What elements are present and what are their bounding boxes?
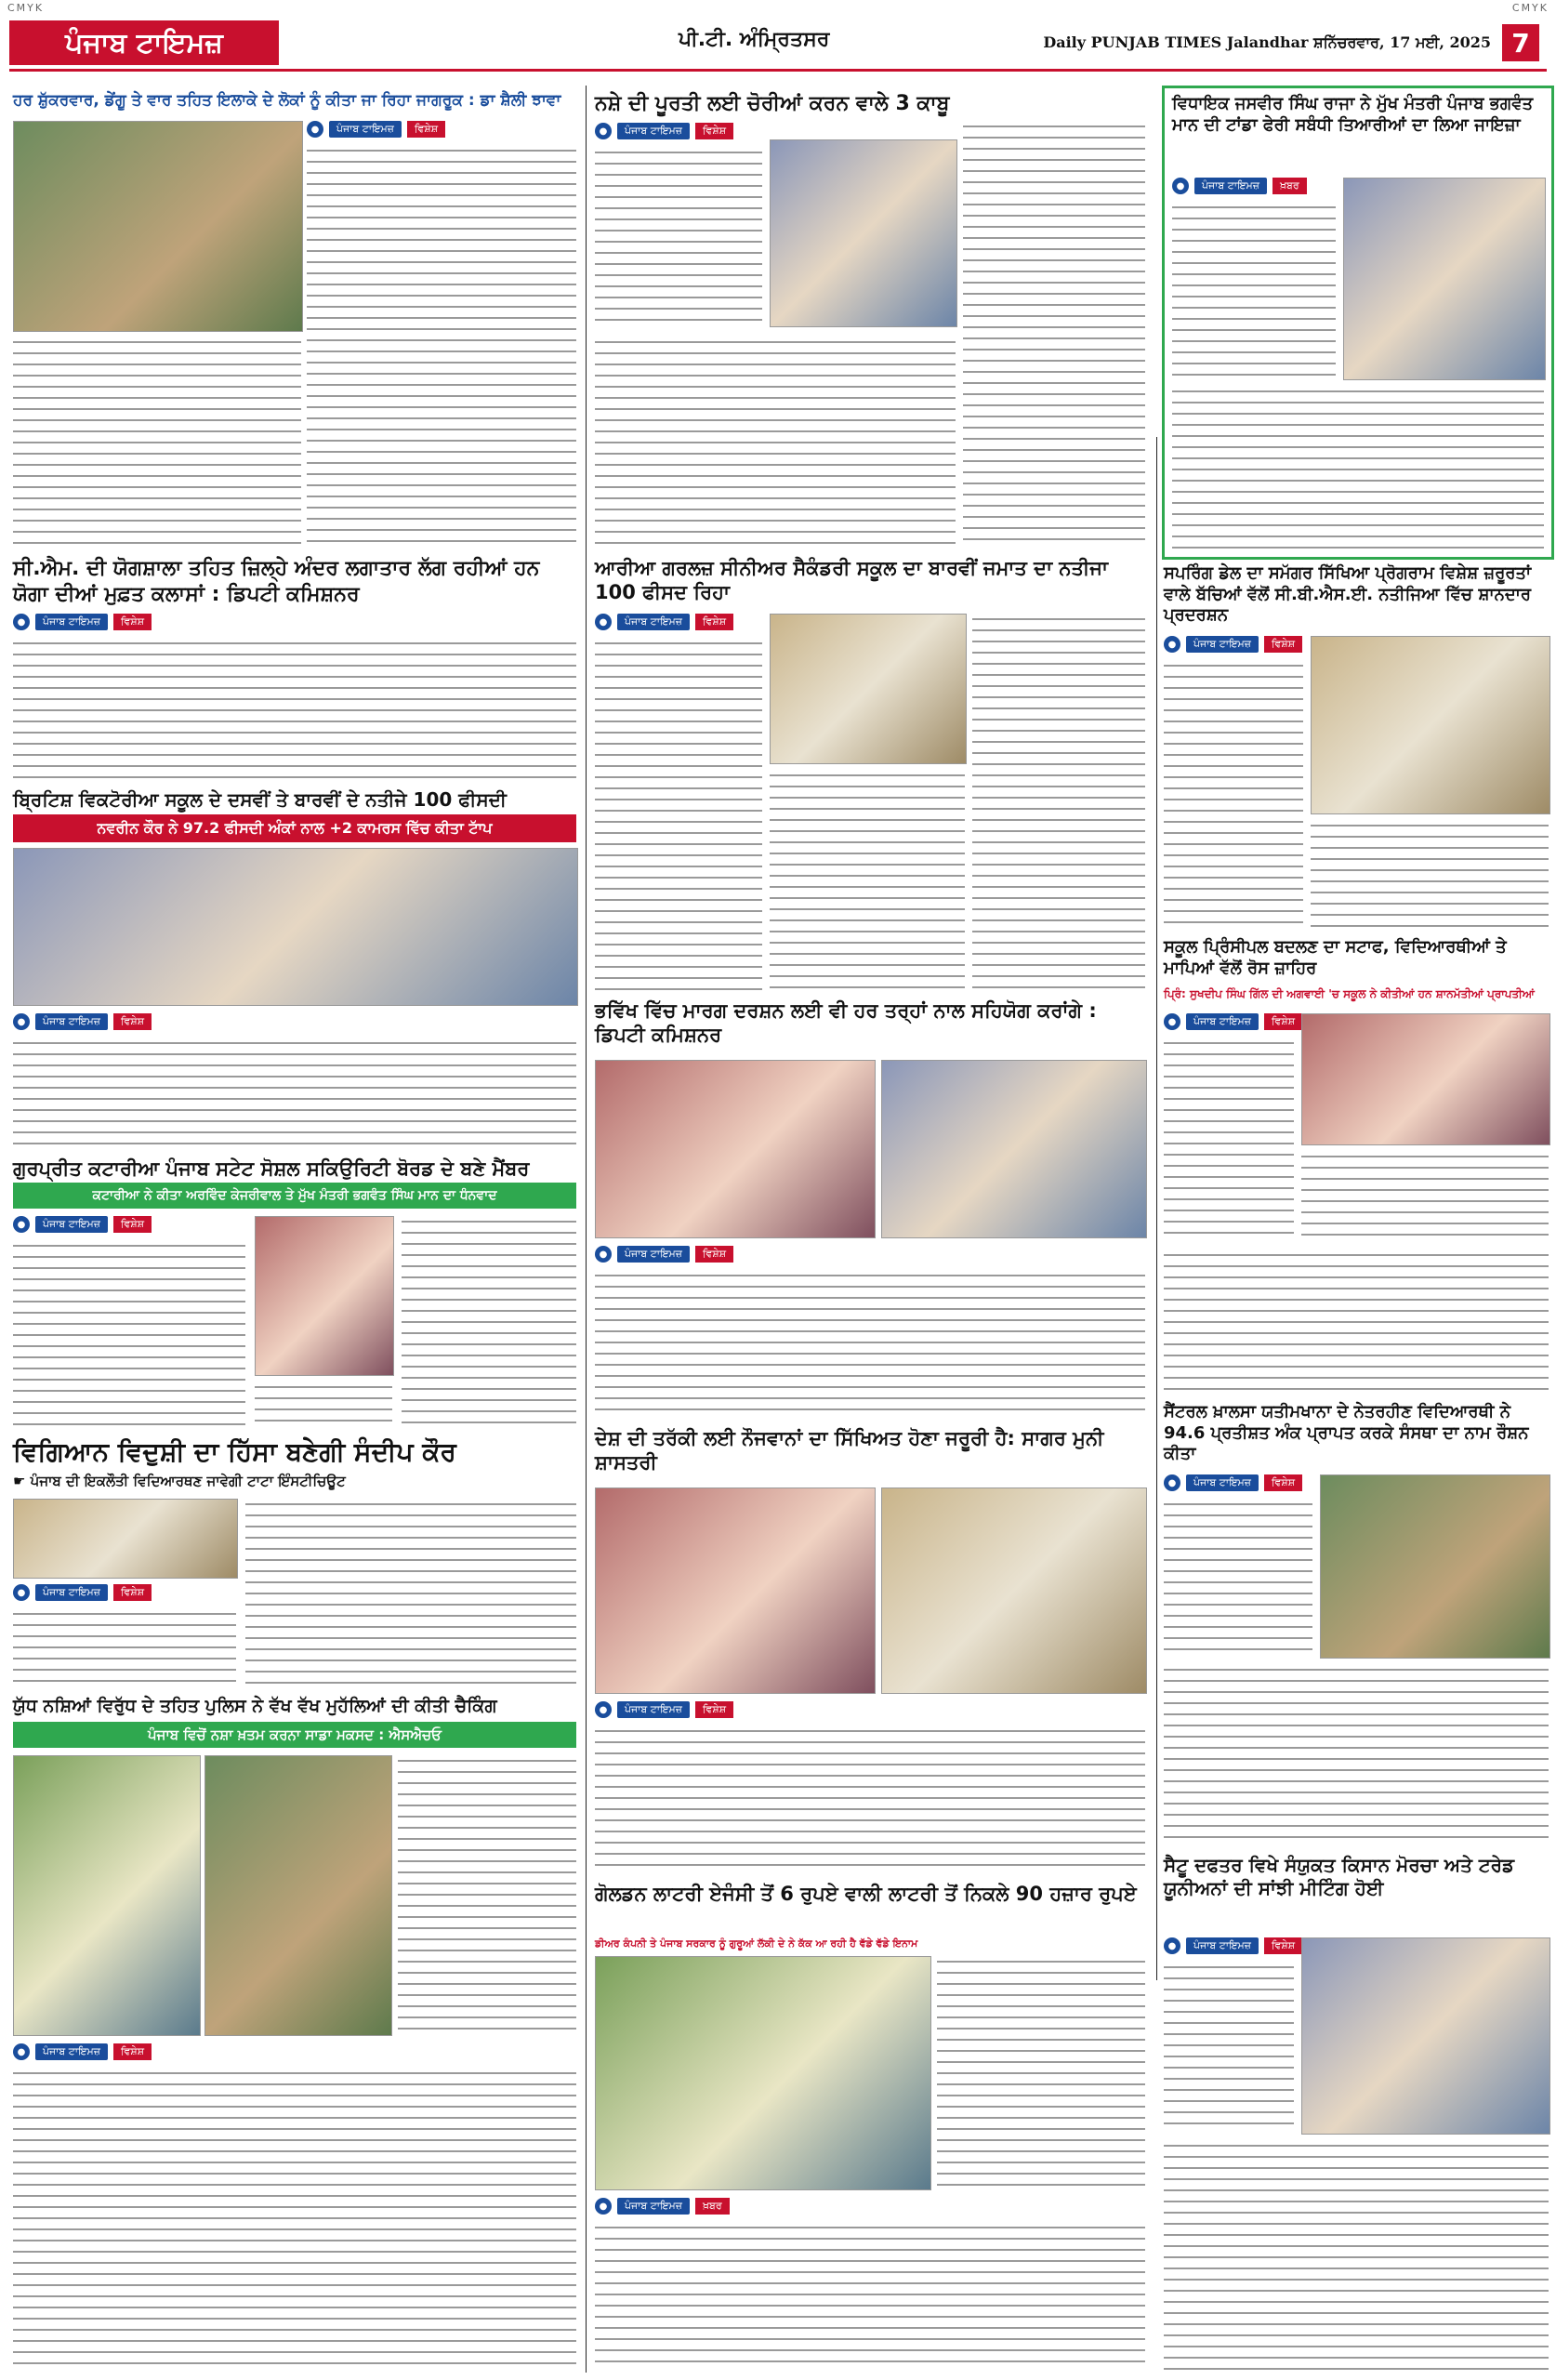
punjab-times-drop-icon: ● bbox=[13, 1584, 30, 1601]
punjab-times-drop-icon: ● bbox=[13, 2043, 30, 2060]
article-body-text bbox=[595, 1270, 1145, 1419]
news-tag: ਖ਼ਬਰ bbox=[695, 2198, 730, 2215]
photo-protest-parents bbox=[1301, 1013, 1550, 1145]
punjab-times-drop-icon: ● bbox=[1164, 1474, 1180, 1491]
registration-mark-right: CMYK bbox=[1511, 2, 1549, 14]
article-body-text bbox=[770, 770, 965, 991]
newspaper-logo: ਪੰਜਾਬ ਟਾਇਮਜ਼ bbox=[9, 20, 279, 65]
article-body-text bbox=[963, 121, 1145, 545]
boxed-article bbox=[1162, 86, 1554, 560]
punjab-times-drop-icon: ● bbox=[13, 1013, 30, 1030]
brand-tag: ਪੰਜਾਬ ਟਾਇਮਜ਼ bbox=[617, 1701, 690, 1718]
article-body-text bbox=[1172, 202, 1336, 378]
special-tag: ਵਿਸ਼ੇਸ਼ bbox=[407, 121, 445, 138]
special-tag: ਵਿਸ਼ੇਸ਼ bbox=[113, 1584, 152, 1601]
headline-principal-protest: ਸਕੂਲ ਪ੍ਰਿੰਸੀਪਲ ਬਦਲਣ ਦਾ ਸਟਾਫ, ਵਿਦਿਆਰਥੀਆਂ ਤੇ ਮਾਪਿਆਂ ਵੱਲੋਂ ਰੋਸ ਜ਼ਾਹਿਰ bbox=[1164, 937, 1507, 978]
article-body-text bbox=[1164, 2140, 1549, 2371]
headline-police-checking: ਯੁੱਧ ਨਸ਼ਿਆਂ ਵਿਰੁੱਧ ਦੇ ਤਹਿਤ ਪੁਲਿਸ ਨੇ ਵੱਖ ਵੱਖ ਮੁਹੱਲਿਆਂ ਦੀ ਕੀਤੀ ਚੈਕਿੰਗ bbox=[13, 1696, 497, 1716]
article-body-text bbox=[595, 1726, 1145, 1874]
page-number: 7 bbox=[1502, 24, 1539, 61]
article-body-text bbox=[1164, 1499, 1312, 1657]
article-tag bbox=[13, 2043, 152, 2060]
article-body-text bbox=[937, 1956, 1145, 2188]
brand-tag: ਪੰਜਾਬ ਟਾਇਮਜ਼ bbox=[1186, 1474, 1259, 1491]
headline-arya-girls-school: ਆਰੀਆ ਗਰਲਜ਼ ਸੀਨੀਅਰ ਸੈਕੰਡਰੀ ਸਕੂਲ ਦਾ ਬਾਰਵੀਂ ਜਮਾਤ ਦਾ ਨਤੀਜਾ 100 ਫੀਸਦ ਰਿਹਾ bbox=[595, 557, 1108, 604]
headline-spring-dale: ਸਪਰਿੰਗ ਡੇਲ ਦਾ ਸਮੱਗਰ ਸਿੱਖਿਆ ਪ੍ਰੋਗਰਾਮ ਵਿਸ਼ੇਸ਼ ਜ਼ਰੂਰਤਾਂ ਵਾਲੇ ਬੱਚਿਆਂ ਵੱਲੋਂ ਸੀ.ਬੀ.ਐਸ.ਈ. ਨਤੀਜਿਆ ਵਿੱਚ ਸ਼ਾਨਦਾਰ ਪ੍ਰਦਰਸ਼ਨ bbox=[1164, 563, 1532, 625]
article-tag bbox=[307, 121, 445, 138]
article-body-text bbox=[595, 2222, 1145, 2371]
photo-lottery-winner bbox=[595, 1956, 931, 2190]
photo-students-group bbox=[881, 1060, 1147, 1238]
article-tag bbox=[13, 1584, 152, 1601]
punjab-times-drop-icon: ● bbox=[1164, 1013, 1180, 1030]
photo-police-checking bbox=[13, 1755, 201, 2036]
article-tag bbox=[595, 2198, 730, 2215]
brand-tag: ਪੰਜਾਬ ਟਾਇਮਜ਼ bbox=[617, 1246, 690, 1263]
headline-blind-student: ਸੈਂਟਰਲ ਖ਼ਾਲਸਾ ਯਤੀਮਖਾਨਾ ਦੇ ਨੇਤਰਹੀਣ ਵਿਦਿਆਰਥੀ ਨੇ 94.6 ਪ੍ਰਤੀਸ਼ਤ ਅੰਕ ਪ੍ਰਾਪਤ ਕਰਕੇ ਸੰਸਥਾ ਦਾ ਨਾਮ ਰੌਸ਼ਨ ਕੀਤਾ bbox=[1164, 1402, 1529, 1463]
article-body-text bbox=[255, 1382, 392, 1426]
article-body-text bbox=[1164, 1664, 1549, 1846]
photo-honouring-students bbox=[881, 1488, 1147, 1694]
headline-kataria-member: ਗੁਰਪ੍ਰੀਤ ਕਟਾਰੀਆ ਪੰਜਾਬ ਸਟੇਟ ਸੋਸ਼ਲ ਸਕਿਉਰਿਟੀ ਬੋਰਡ ਦੇ ਬਣੇ ਮੈਂਬਰ bbox=[13, 1157, 530, 1180]
column-rule bbox=[1156, 437, 1157, 1980]
brand-tag: ਪੰਜਾਬ ਟਾਇਮਜ਼ bbox=[1186, 1013, 1259, 1030]
special-tag: ਵਿਸ਼ੇਸ਼ bbox=[695, 123, 733, 139]
headline-mla-rajan: ਵਿਧਾਇਕ ਜਸਵੀਰ ਸਿੰਘ ਰਾਜਾ ਨੇ ਮੁੱਖ ਮੰਤਰੀ ਪੰਜਾਬ ਭਗਵੰਤ ਮਾਨ ਦੀ ਟਾਂਡਾ ਫੇਰੀ ਸਬੰਧੀ ਤਿਆਰੀਆਂ ਦਾ ਲਿਆ ਜਾਇਜ਼ਾ bbox=[1172, 94, 1534, 135]
headline-victoria-school: ਬ੍ਰਿਟਿਸ਼ ਵਿਕਟੋਰੀਆ ਸਕੂਲ ਦੇ ਦਸਵੀਂ ਤੇ ਬਾਰਵੀਂ ਦੇ ਨਤੀਜੇ 100 ਫੀਸਦੀ bbox=[13, 788, 507, 811]
photo-arrested-accused bbox=[770, 139, 957, 327]
article-tag bbox=[1164, 636, 1302, 653]
special-tag: ਵਿਸ਼ੇਸ਼ bbox=[695, 1701, 733, 1718]
article-body-text bbox=[307, 145, 576, 547]
headline-youth-education: ਦੇਸ਼ ਦੀ ਤਰੱਕੀ ਲਈ ਨੌਜਵਾਨਾਂ ਦਾ ਸਿੱਖਿਅਤ ਹੋਣਾ ਜਰੂਰੀ ਹੈ: ਸਾਗਰ ਮੁਨੀ ਸ਼ਾਸਤਰੀ bbox=[595, 1427, 1104, 1474]
headline-sandeep-kaur: ਵਿਗਿਆਨ ਵਿਦੁਸ਼ੀ ਦਾ ਹਿੱਸਾ ਬਣੇਗੀ ਸੰਦੀਪ ਕੌਰ bbox=[13, 1436, 456, 1467]
edition-city: ਪੀ.ਟੀ. ਅੰਮ੍ਰਿਤਸਰ bbox=[679, 28, 830, 51]
article-tag bbox=[13, 614, 152, 630]
article-body-text bbox=[595, 147, 762, 329]
subhead-navreen-kaur: ਨਵਰੀਨ ਕੌਰ ਨੇ 97.2 ਫੀਸਦੀ ਅੰਕਾਂ ਨਾਲ +2 ਕਾਮਰਸ ਵਿੱਚ ਕੀਤਾ ਟਾੱਪ bbox=[13, 814, 576, 842]
article-body-text bbox=[1311, 820, 1549, 930]
photo-sandeep-kaur bbox=[13, 1499, 238, 1579]
photo-gurpreet-kataria bbox=[255, 1216, 394, 1376]
brand-tag: ਪੰਜਾਬ ਟਾਇਮਜ਼ bbox=[1186, 1937, 1259, 1954]
article-tag bbox=[595, 123, 733, 139]
article-tag bbox=[595, 1246, 733, 1263]
article-body-text bbox=[398, 1755, 576, 2034]
article-body-text bbox=[402, 1216, 576, 1426]
headline-dengue-awareness: ਹਰ ਸ਼ੁੱਕਰਵਾਰ, ਡੇਂਗੂ ਤੇ ਵਾਰ ਤਹਿਤ ਇਲਾਕੇ ਦੇ ਲੋਕਾਂ ਨੂੰ ਕੀਤਾ ਜਾ ਰਿਹਾ ਜਾਗਰੂਕ : ਡਾ ਸ਼ੈਲੀ ਝਾਵਾ bbox=[13, 91, 561, 110]
headline-three-arrested: ਨਸ਼ੇ ਦੀ ਪੂਰਤੀ ਲਈ ਚੋਰੀਆਂ ਕਰਨ ਵਾਲੇ 3 ਕਾਬੂ bbox=[595, 92, 950, 115]
photo-police-team bbox=[204, 1755, 392, 2036]
article-body-text bbox=[13, 337, 301, 547]
brand-tag: ਪੰਜਾਬ ਟਾਇਮਜ਼ bbox=[617, 2198, 690, 2215]
brand-tag: ਪੰਜਾਬ ਟਾਇਮਜ਼ bbox=[617, 123, 690, 139]
photo-award-ceremony bbox=[595, 1488, 876, 1694]
special-tag: ਵਿਸ਼ੇਸ਼ bbox=[695, 614, 733, 630]
punjab-times-drop-icon: ● bbox=[1172, 178, 1189, 194]
news-tag: ਖ਼ਬਰ bbox=[1272, 178, 1307, 194]
registration-mark-left: CMYK bbox=[7, 2, 45, 14]
article-tag bbox=[13, 1013, 152, 1030]
subhead-lottery-prizes: ਡੀਅਰ ਕੰਪਨੀ ਤੇ ਪੰਜਾਬ ਸਰਕਾਰ ਨੂੰ ਗੁਰੂਆਂ ਲੱਕੀ ਦੇ ਨੇ ਕੱਕ ਆ ਰਹੀ ਹੈ ਵੱਡੇ ਵੱਡੇ ਇਨਾਮ bbox=[595, 1937, 918, 1950]
brand-tag: ਪੰਜਾਬ ਟਾਇਮਜ਼ bbox=[35, 1013, 108, 1030]
article-body-text bbox=[1164, 1962, 1294, 2133]
article-body-text bbox=[595, 638, 762, 991]
article-body-text bbox=[1164, 1250, 1549, 1395]
column-rule bbox=[586, 86, 587, 2373]
punjab-times-drop-icon: ● bbox=[307, 121, 323, 138]
photo-spring-dale-students bbox=[1311, 636, 1550, 814]
photo-arya-students bbox=[770, 614, 967, 764]
special-tag: ਵਿਸ਼ੇਸ਼ bbox=[113, 1013, 152, 1030]
article-body-text bbox=[13, 638, 576, 781]
punjab-times-drop-icon: ● bbox=[13, 1216, 30, 1233]
special-tag: ਵਿਸ਼ੇਸ਼ bbox=[1264, 1013, 1302, 1030]
headline-yoga-classes: ਸੀ.ਐਮ. ਦੀ ਯੋਗਸ਼ਾਲਾ ਤਹਿਤ ਜ਼ਿਲ੍ਹੇ ਅੰਦਰ ਲਗਾਤਾਰ ਲੱਗ ਰਹੀਆਂ ਹਨ ਯੋਗਾ ਦੀਆਂ ਮੁਫ਼ਤ ਕਲਾਸਾਂ : ਡਿਪਟੀ ਕਮਿਸ਼ਨਰ bbox=[13, 557, 540, 606]
masthead bbox=[9, 20, 1547, 72]
brand-tag: ਪੰਜਾਬ ਟਾਇਮਜ਼ bbox=[35, 1216, 108, 1233]
photo-dengue-team bbox=[13, 121, 303, 332]
punjab-times-drop-icon: ● bbox=[1164, 636, 1180, 653]
article-tag bbox=[1172, 178, 1307, 194]
photo-union-meeting bbox=[1301, 1937, 1550, 2135]
article-tag bbox=[595, 614, 733, 630]
photo-blind-student-honour bbox=[1320, 1474, 1550, 1659]
article-tag bbox=[595, 1701, 733, 1718]
article-tag bbox=[13, 1216, 152, 1233]
article-tag bbox=[1164, 1013, 1302, 1030]
photo-mla-meeting bbox=[1343, 178, 1546, 380]
article-body-text bbox=[1164, 660, 1303, 930]
brand-tag: ਪੰਜਾਬ ਟਾਇਮਜ਼ bbox=[617, 614, 690, 630]
article-tag bbox=[1164, 1474, 1302, 1491]
punjab-times-drop-icon: ● bbox=[13, 614, 30, 630]
brand-tag: ਪੰਜਾਬ ਟਾਇਮਜ਼ bbox=[35, 1584, 108, 1601]
article-tag bbox=[1164, 1937, 1302, 1954]
special-tag: ਵਿਸ਼ੇਸ਼ bbox=[695, 1246, 733, 1263]
punjab-times-drop-icon: ● bbox=[595, 1246, 612, 1263]
article-body-text bbox=[13, 1240, 245, 1426]
punjab-times-drop-icon: ● bbox=[1164, 1937, 1180, 1954]
article-body-text bbox=[13, 1608, 236, 1688]
article-body-text bbox=[595, 337, 956, 545]
brand-tag: ਪੰਜਾਬ ਟਾਇਮਜ਼ bbox=[35, 614, 108, 630]
article-body-text bbox=[1172, 386, 1544, 549]
brand-tag: ਪੰਜਾਬ ਟਾਇਮਜ਼ bbox=[1194, 178, 1267, 194]
special-tag: ਵਿਸ਼ੇਸ਼ bbox=[113, 614, 152, 630]
photo-school-students bbox=[13, 848, 578, 1006]
subhead-drug-free-punjab: ਪੰਜਾਬ ਵਿਚੋਂ ਨਸ਼ਾ ਖ਼ਤਮ ਕਰਨਾ ਸਾਡਾ ਮਕਸਦ : ਐਸਐਚਓ bbox=[13, 1722, 576, 1748]
subhead-kataria-thanks: ਕਟਾਰੀਆ ਨੇ ਕੀਤਾ ਅਰਵਿੰਦ ਕੇਜਰੀਵਾਲ ਤੇ ਮੁੱਖ ਮੰਤਰੀ ਭਗਵੰਤ ਸਿੰਘ ਮਾਨ ਦਾ ਧੰਨਵਾਦ bbox=[13, 1183, 576, 1209]
punjab-times-drop-icon: ● bbox=[595, 2198, 612, 2215]
brand-tag: ਪੰਜਾਬ ਟਾਇਮਜ਼ bbox=[1186, 636, 1259, 653]
article-body-text bbox=[13, 2068, 576, 2371]
subhead-tata-institute: ☛ ਪੰਜਾਬ ਦੀ ਇਕਲੌਤੀ ਵਿਦਿਆਰਥਣ ਜਾਵੇਗੀ ਟਾਟਾ ਇੰਸਟੀਚਿਊਟ bbox=[13, 1473, 346, 1489]
special-tag: ਵਿਸ਼ੇਸ਼ bbox=[113, 2043, 152, 2060]
article-body-text bbox=[13, 1038, 576, 1149]
article-body-text bbox=[1164, 1038, 1294, 1242]
punjab-times-drop-icon: ● bbox=[595, 1701, 612, 1718]
punjab-times-drop-icon: ● bbox=[595, 614, 612, 630]
headline-kisan-morcha: ਸੈਟੂ ਦਫਤਰ ਵਿਖੇ ਸੰਯੁਕਤ ਕਿਸਾਨ ਮੋਰਚਾ ਅਤੇ ਟਰੇਡ ਯੂਨੀਅਨਾਂ ਦੀ ਸਾਂਝੀ ਮੀਟਿੰਗ ਹੋਈ bbox=[1164, 1854, 1515, 1899]
punjab-times-drop-icon: ● bbox=[595, 123, 612, 139]
headline-deputy-commissioner: ਭਵਿੱਖ ਵਿੱਚ ਮਾਰਗ ਦਰਸ਼ਨ ਲਈ ਵੀ ਹਰ ਤਰ੍ਹਾਂ ਨਾਲ ਸਹਿਯੋਗ ਕਰਾਂਗੇ : ਡਿਪਟੀ ਕਮਿਸ਼ਨਰ bbox=[595, 999, 1097, 1047]
subhead-principal-achievements: ਪ੍ਰਿੰ: ਸੁਖਦੀਪ ਸਿੰਘ ਗਿੱਲ ਦੀ ਅਗਵਾਈ 'ਚ ਸਕੂਲ ਨੇ ਕੀਤੀਆਂ ਹਨ ਸ਼ਾਨਮੱਤੀਆਂ ਪ੍ਰਾਪਤੀਆਂ bbox=[1164, 987, 1535, 1000]
headline-golden-lottery: ਗੋਲਡਨ ਲਾਟਰੀ ਏਜੰਸੀ ਤੋਂ 6 ਰੁਪਏ ਵਾਲੀ ਲਾਟਰੀ ਤੋਂ ਨਿਕਲੇ 90 ਹਜ਼ਾਰ ਰੁਪਏ bbox=[595, 1883, 1137, 1905]
dateline: Daily PUNJAB TIMES Jalandhar ਸ਼ਨਿੱਚਰਵਾਰ, 17 ਮਈ, 2025 bbox=[1043, 33, 1491, 51]
article-body-text bbox=[245, 1499, 576, 1688]
photo-dc-with-students bbox=[595, 1060, 876, 1238]
special-tag: ਵਿਸ਼ੇਸ਼ bbox=[1264, 1474, 1302, 1491]
brand-tag: ਪੰਜਾਬ ਟਾਇਮਜ਼ bbox=[35, 2043, 108, 2060]
article-body-text bbox=[1301, 1151, 1549, 1242]
brand-tag: ਪੰਜਾਬ ਟਾਇਮਜ਼ bbox=[329, 121, 402, 138]
special-tag: ਵਿਸ਼ੇਸ਼ bbox=[113, 1216, 152, 1233]
special-tag: ਵਿਸ਼ੇਸ਼ bbox=[1264, 1937, 1302, 1954]
special-tag: ਵਿਸ਼ੇਸ਼ bbox=[1264, 636, 1302, 653]
article-body-text bbox=[972, 614, 1145, 991]
